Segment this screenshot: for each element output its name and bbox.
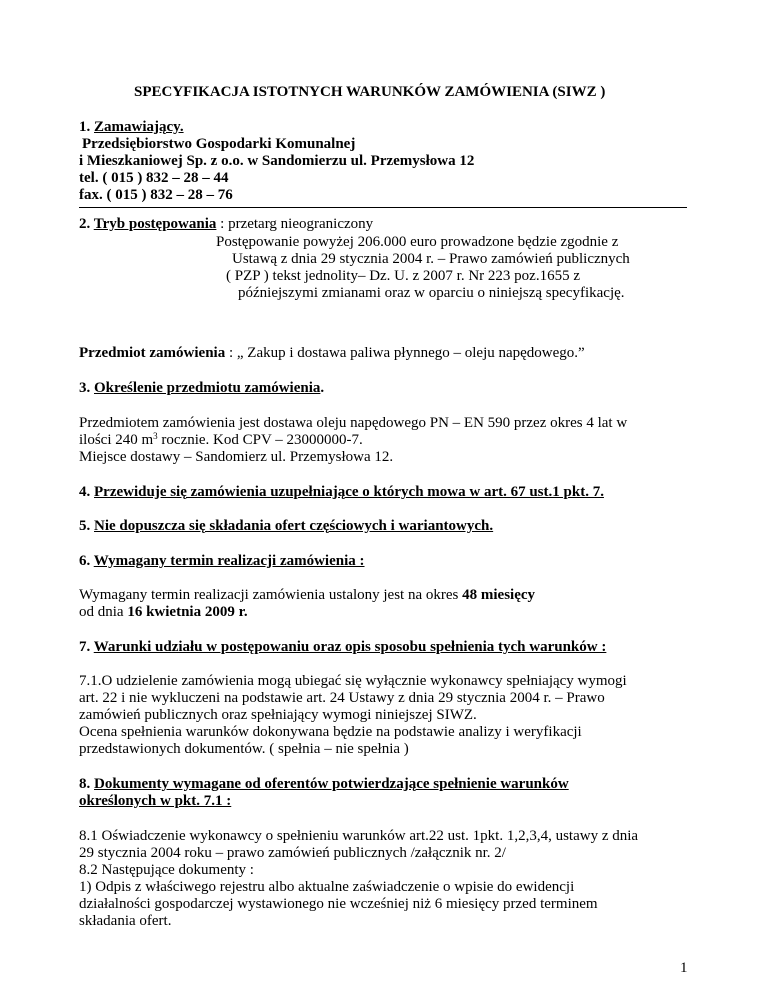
section-1-heading [79,119,184,136]
order-description-line1: Przedmiotem zamówienia jest dostawa oleju napędowego PN – EN 590 przez okres 4 lat w [79,415,628,431]
page-number: 1 [680,960,688,976]
conditions-line2: art. 22 i nie wykluczeni na podstawie art. 24 Ustawy z dnia 29 stycznia 2004 r. – Prawo [79,690,605,706]
deadline-start-date: 16 kwietnia 2009 r. [127,604,248,620]
contractor-fax: fax. ( 015 ) 832 – 28 – 76 [79,187,233,203]
deadline-text: Wymagany termin realizacji zamówienia ustalony jest na okres [79,587,463,603]
subject-of-order [79,345,585,362]
documents-line3: 8.2 Następujące dokumenty : [79,862,254,878]
section-3-dot: . [320,380,325,396]
subject-label: Przedmiot zamówienia [79,345,226,361]
section-8-title-line1: Dokumenty wymagane od oferentów potwierdzające spełnienie warunków [94,776,569,792]
conditions-line5: przedstawionych dokumentów. ( spełnia – nie spełnia ) [79,741,409,757]
section-1-title: Zamawiający. [94,119,184,135]
documents-line2: 29 stycznia 2004 roku – prawo zamówień publicznych /załącznik nr. 2/ [79,845,506,861]
section-8-heading [79,776,569,793]
section-2-title: Tryb postępowania [93,216,217,232]
section-8-number: 8. [79,776,94,792]
procedure-text-line3: ( PZP ) tekst jednolity– Dz. U. z 2007 r. Nr 223 poz.1655 z [226,268,580,284]
documents-line6: składania ofert. [79,913,172,929]
conditions-line3: zamówień publicznych oraz spełniający wymogi niniejszej SIWZ. [79,707,477,723]
section-8-title-line2: określonych w pkt. 7.1 : [79,793,232,809]
contractor-name-line1: Przedsiębiorstwo Gospodarki Komunalnej [82,136,356,152]
section-7-number: 7. [79,639,94,655]
procedure-text-line4: późniejszymi zmianami oraz w oparciu o niniejszą specyfikację. [238,285,625,301]
order-description-line2 [79,432,363,449]
section-2-heading [79,216,373,233]
section-2-number: 2. [79,216,94,232]
conditions-line4: Ocena spełnienia warunków dokonywana będzie na podstawie analizy i weryfikacji [79,724,582,740]
subject-value: : „ Zakup i dostawa paliwa płynnego – oleju napędowego.” [225,345,585,361]
section-6-number: 6. [79,553,94,569]
section-7-heading [79,639,606,656]
deadline-line2 [79,604,248,621]
delivery-place: Miejsce dostawy – Sandomierz ul. Przemysłowa 12. [79,449,394,465]
contractor-phone: tel. ( 015 ) 832 – 28 – 44 [79,170,229,186]
contractor-name-line2: i Mieszkaniowej Sp. z o.o. w Sandomierzu ul. Przemysłowa 12 [79,153,475,169]
section-5-title: Nie dopuszcza się składania ofert częściowych i wariantowych. [94,518,494,534]
procedure-text-line1: Postępowanie powyżej 206.000 euro prowadzone będzie zgodnie z [216,234,619,250]
cpv-text: rocznie. Kod CPV – 23000000-7. [157,432,363,448]
section-5-heading [79,518,493,535]
section-6-heading [79,553,365,570]
section-4-number: 4. [79,484,94,500]
section-2-value: : przetarg nieograniczony [216,216,374,232]
quantity-text: ilości 240 m [79,432,154,448]
section-4-title: Przewiduje się zamówienia uzupełniające o których mowa w art. 67 ust.1 pkt. 7. [94,484,604,500]
cubic-superscript: 3 [153,431,158,441]
procedure-text-line2: Ustawą z dnia 29 stycznia 2004 r. – Prawo zamówień publicznych [232,251,630,267]
deadline-months: 48 miesięcy [462,587,536,603]
document-title: SPECYFIKACJA ISTOTNYCH WARUNKÓW ZAMÓWIENIA (SIWZ ) [134,84,606,100]
section-3-heading [79,380,324,397]
conditions-line1: 7.1.O udzielenie zamówienia mogą ubiegać się wyłącznie wykonawcy spełniający wymogi [79,673,627,689]
section-7-title: Warunki udziału w postępowaniu oraz opis sposobu spełnienia tych warunków : [93,639,607,655]
deadline-from-text: od dnia [79,604,128,620]
section-divider [79,207,687,208]
section-3-title: Określenie przedmiotu zamówienia [94,380,321,396]
deadline-line1 [79,587,535,604]
section-1-number: 1. [79,119,94,135]
documents-line4: 1) Odpis z właściwego rejestru albo aktualne zaświadczenie o wpisie do ewidencji [79,879,575,895]
section-3-number: 3. [79,380,94,396]
section-5-number: 5. [79,518,94,534]
section-4-heading [79,484,604,501]
documents-line5: działalności gospodarczej wystawionego nie wcześniej niż 6 miesięcy przed terminem [79,896,598,912]
documents-line1: 8.1 Oświadczenie wykonawcy o spełnieniu warunków art.22 ust. 1pkt. 1,2,3,4, ustawy z dnia [79,828,639,844]
section-6-title: Wymagany termin realizacji zamówienia : [93,553,365,569]
